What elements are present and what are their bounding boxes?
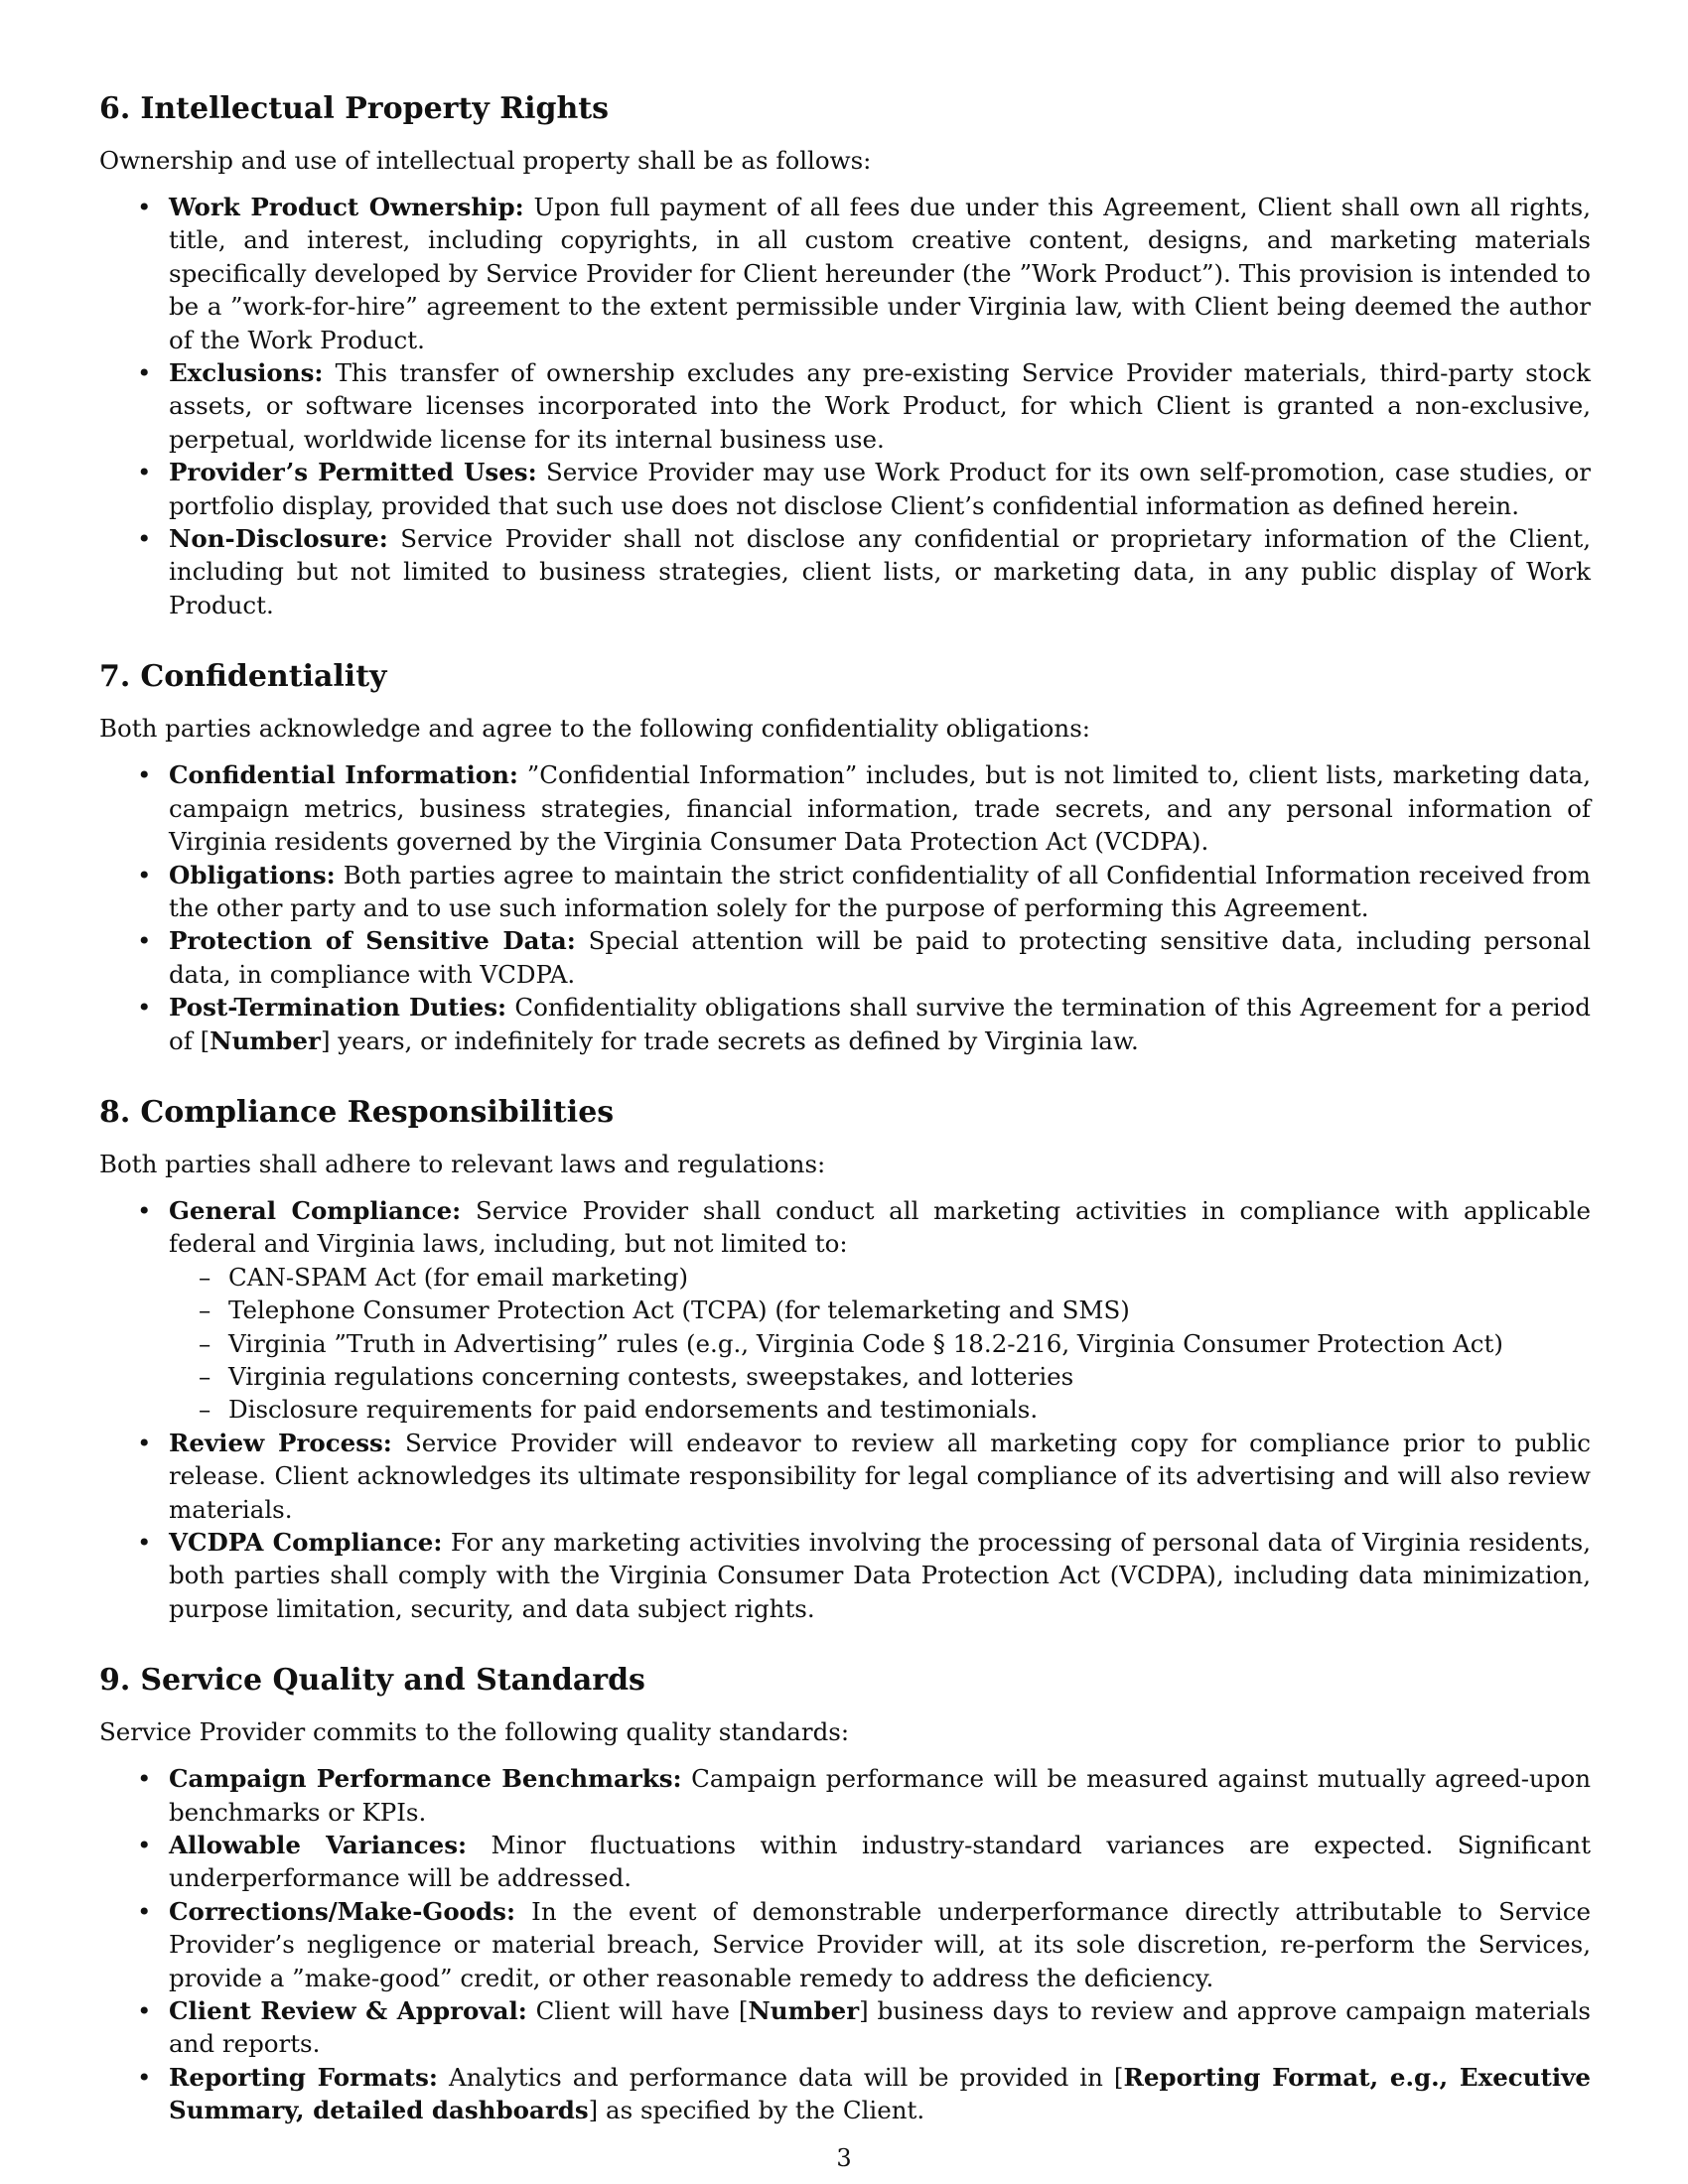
bullet-icon: • bbox=[137, 458, 152, 487]
list-item: • Exclusions: This transfer of ownership excludes any pre-existing Service Provider materials, third-party stock assets, or software licenses incorporated into the Work Product, for which Client is granted a non-exclusive, perpetual, worldwide license for its internal business use. bbox=[137, 358, 1591, 454]
section-9 bbox=[99, 1661, 1591, 2126]
placeholder-field: Number bbox=[748, 1996, 860, 2026]
bullet-icon: • bbox=[137, 1195, 152, 1225]
dash-icon: – bbox=[199, 1262, 211, 1292]
list-item: • Allowable Variances: Minor fluctuations within industry-standard variances are expected. Significant underperformance will be addressed. bbox=[137, 1831, 1591, 1893]
dash-icon: – bbox=[199, 1328, 211, 1358]
section-8 bbox=[99, 1093, 1591, 1625]
bullet-icon: • bbox=[137, 1764, 152, 1794]
list-item: • Post-Termination Duties: Confidentiality obligations shall survive the termination of this Agreement for a period of [Number] years, or indefinitely for trade secrets as defined by Virginia law. bbox=[137, 993, 1591, 1055]
bullet-icon: • bbox=[137, 993, 152, 1023]
list-item: • Client Review & Approval: Client will have [Number] business days to review and approve campaign materials and reports. bbox=[137, 1996, 1591, 2059]
section-intro: Both parties acknowledge and agree to the following confidentiality obligations: bbox=[99, 714, 1091, 744]
placeholder-field: Reporting Format, e.g., Executive Summary, detailed dashboards bbox=[169, 2062, 1591, 2125]
dash-icon: – bbox=[199, 1361, 211, 1391]
sub-list-item: – Disclosure requirements for paid endorsements and testimonials. bbox=[169, 1393, 1591, 1426]
bullet-icon: • bbox=[137, 926, 152, 956]
bullet-icon: • bbox=[137, 358, 152, 388]
sub-list-item: – Virginia ”Truth in Advertising” rules (e.g., Virginia Code § 18.2-216, Virginia Consumer Protection Act) bbox=[169, 1327, 1591, 1360]
bullet-icon: • bbox=[137, 1428, 152, 1457]
list-item: • Review Process: Service Provider will endeavor to review all marketing copy for compliance prior to public release. Client acknowledges its ultimate responsibility for legal compliance of its advertising and will also review materials. bbox=[137, 1428, 1591, 1524]
bullet-list bbox=[99, 191, 1591, 621]
list-item: • Corrections/Make-Goods: In the event of demonstrable underperformance directly attributable to Service Provider’s negligence or material breach, Service Provider will, at its sole discretion, re-perform the Services, provide a ”make-good” credit, or other reasonable remedy to address the deficiency. bbox=[137, 1896, 1591, 1992]
bullet-icon: • bbox=[137, 524, 152, 554]
section-6 bbox=[99, 89, 1591, 621]
bullet-icon: • bbox=[137, 1831, 152, 1860]
list-item: • VCDPA Compliance: For any marketing activities involving the processing of personal data of Virginia residents, both parties shall comply with the Virginia Consumer Data Protection Act (VCDPA), including data minimization, purpose limitation, security, and data subject rights. bbox=[137, 1528, 1591, 1623]
list-item: • Provider’s Permitted Uses: Service Provider may use Work Product for its own self-promotion, case studies, or portfolio display, provided that such use does not disclose Client’s confidential information as defined herein. bbox=[137, 458, 1591, 520]
document-page bbox=[99, 89, 1591, 2163]
dash-icon: – bbox=[199, 1296, 211, 1325]
section-intro: Service Provider commits to the following quality standards: bbox=[99, 1717, 850, 1747]
sub-list-item: – CAN-SPAM Act (for email marketing) bbox=[169, 1261, 1591, 1294]
bullet-icon: • bbox=[137, 1528, 152, 1557]
list-item: • Confidential Information: ”Confidential Information” includes, but is not limited to, client lists, marketing data, campaign metrics, business strategies, financial information, trade secrets, and any personal information of Virginia residents governed by the Virginia Consumer Data Protection Act (VCDPA). bbox=[137, 760, 1591, 857]
bullet-icon: • bbox=[137, 193, 152, 221]
sub-list-item: – Virginia regulations concerning contests, sweepstakes, and lotteries bbox=[169, 1360, 1591, 1393]
list-item: • Campaign Performance Benchmarks: Campaign performance will be measured against mutually agreed-upon benchmarks or KPIs. bbox=[137, 1764, 1591, 1827]
section-intro: Both parties shall adhere to relevant laws and regulations: bbox=[99, 1149, 826, 1178]
section-heading: 8. Compliance Responsibilities bbox=[99, 1094, 615, 1130]
bullet-icon: • bbox=[137, 1896, 152, 1926]
sub-list-item: – Telephone Consumer Protection Act (TCPA) (for telemarketing and SMS) bbox=[169, 1294, 1591, 1326]
dash-icon: – bbox=[199, 1395, 211, 1425]
list-item: • Obligations: Both parties agree to maintain the strict confidentiality of all Confidential Information received from the other party and to use such information solely for the purpose of performing this Agreement. bbox=[137, 860, 1592, 922]
list-item: • General Compliance: Service Provider shall conduct all marketing activities in compliance with applicable federal and Virginia laws, including, but not limited to: – CAN-SPAM Act (for email marketing) – Telephone Consumer Protection Act (TCPA) (for telemarketing and SMS) – Virginia ”Truth in Advertising” rules (e.g., Virginia Code § 18.2-216, Virginia Consumer Protection Act) – Virginia regulations concerning contests, sweepstakes, and lotteries – Disclosure requirements for paid endorsements and testimonials. bbox=[99, 1194, 1591, 1427]
section-heading: 9. Service Quality and Standards bbox=[99, 1663, 645, 1699]
section-heading: 6. Intellectual Property Rights bbox=[99, 91, 610, 126]
bullet-icon: • bbox=[137, 860, 152, 889]
bullet-list bbox=[99, 1762, 1591, 2126]
section-heading: 7. Confidentiality bbox=[99, 659, 387, 695]
list-item: • Non-Disclosure: Service Provider shall not disclose any confidential or proprietary information of the Client, including but not limited to business strategies, client lists, or marketing data, in any public display of Work Product. bbox=[137, 524, 1591, 619]
sub-list bbox=[169, 1261, 1591, 1427]
bullet-icon: • bbox=[137, 2062, 152, 2092]
bullet-icon: • bbox=[137, 760, 152, 790]
bullet-list bbox=[99, 758, 1591, 1057]
bullet-list bbox=[99, 1194, 1591, 1625]
page-number: 3 bbox=[836, 2144, 852, 2172]
list-item: • Protection of Sensitive Data: Special attention will be paid to protecting sensitive data, including personal data, in compliance with VCDPA. bbox=[137, 926, 1591, 989]
section-intro: Ownership and use of intellectual property shall be as follows: bbox=[99, 146, 872, 175]
list-item: • Work Product Ownership: Upon full payment of all fees due under this Agreement, Client shall own all rights, title, and interest, including copyrights, in all custom creative content, designs, and marketing materials specifically developed by Service Provider for Client hereunder (the ”Work Product”). This provision is intended to be a ”work-for-hire” agreement to the extent permissible under Virginia law, with Client being deemed the author of the Work Product. bbox=[137, 193, 1591, 354]
bullet-icon: • bbox=[137, 1996, 152, 2026]
list-item: • Reporting Formats: Analytics and performance data will be provided in [Reporting Format, e.g., Executive Summary, detailed dashboards] as specified by the Client. bbox=[137, 2062, 1591, 2125]
placeholder-field: Number bbox=[210, 1025, 321, 1055]
section-7 bbox=[99, 657, 1591, 1057]
